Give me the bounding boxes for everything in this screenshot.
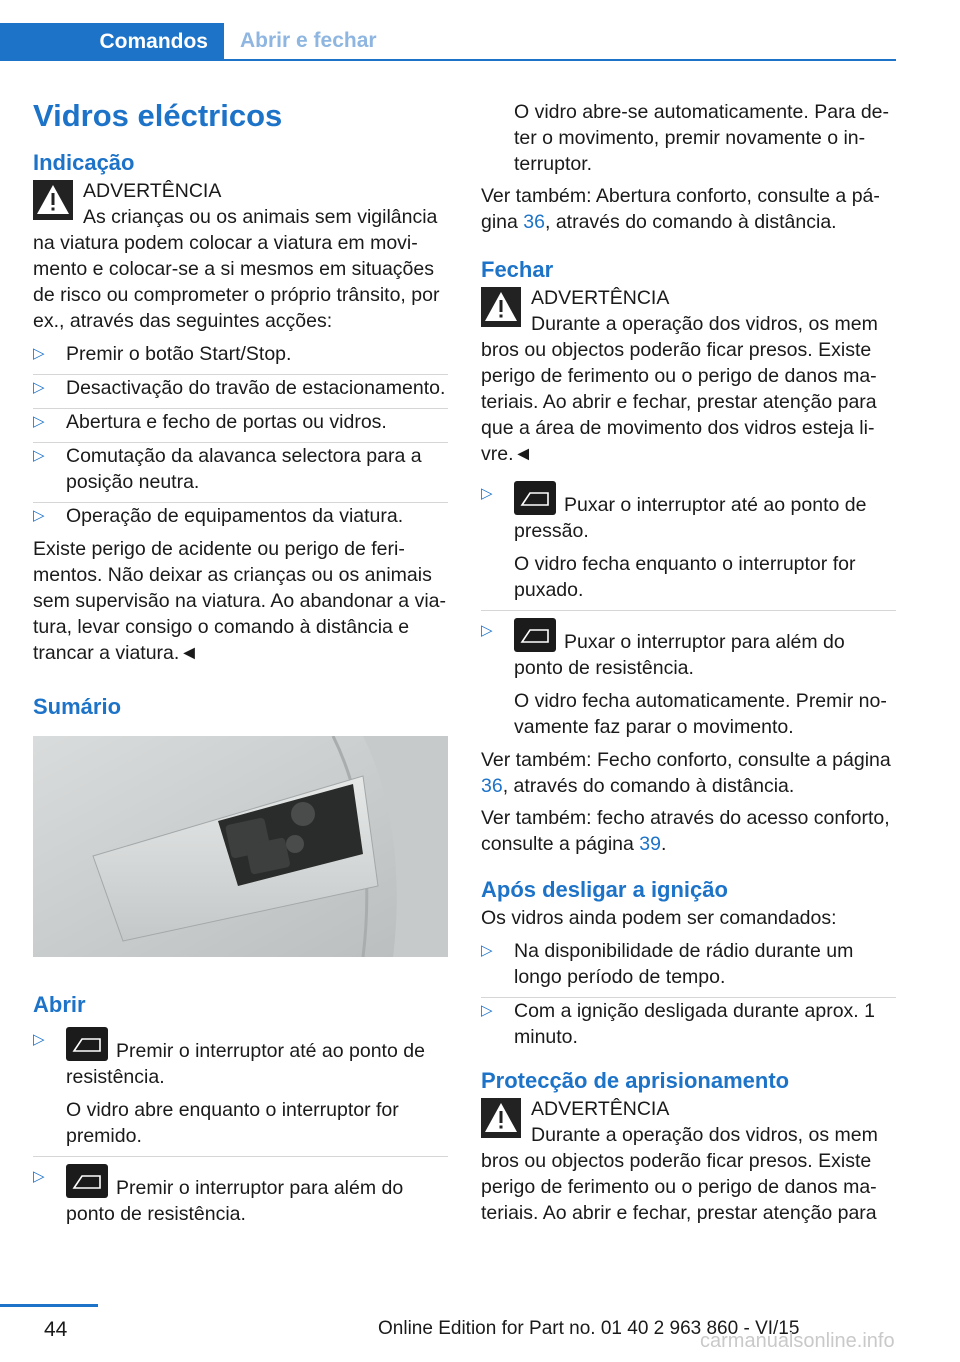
- list-item: ▷ Abertura e fecho de portas ou vidros.: [33, 408, 448, 435]
- section-heading-apos: Após desligar a ignição: [481, 877, 728, 902]
- bullet-triangle-icon: ▷: [481, 485, 493, 502]
- header-bar: [0, 0, 960, 62]
- page-link[interactable]: 39: [639, 833, 661, 855]
- right-column: [481, 99, 896, 1226]
- section-heading-fechar: Fechar: [481, 257, 554, 282]
- page-link[interactable]: 36: [481, 775, 503, 797]
- fechar-list: [481, 481, 896, 740]
- window-switch-icon: [514, 481, 556, 515]
- warning-block: [481, 1096, 896, 1226]
- tab-comandos[interactable]: Comandos: [0, 23, 224, 61]
- tab-abrir-e-fechar[interactable]: Abrir e fechar: [224, 23, 896, 61]
- window-switch-icon: [66, 1164, 108, 1198]
- apos-list: [481, 938, 896, 1050]
- list-item: ▷ Premir o interruptor até ao ponto de resistência. O vidro abre enquanto o interruptor for premido.: [33, 1027, 448, 1149]
- warning-title: ADVERTÊNCIA: [83, 180, 222, 202]
- list-item: ▷ Operação de equipamentos da viatura.: [33, 502, 448, 529]
- bullet-triangle-icon: ▷: [33, 1031, 45, 1048]
- window-switch-icon: [514, 618, 556, 652]
- left-column: [33, 96, 448, 1234]
- warning-first-line: Durante a operação dos vidros, os mem: [531, 313, 878, 335]
- warning-closing: Existe perigo de acidente ou perigo de ferimentos. Não deixar as crianças ou os animais sem supervisão na viatura. Ao abandonar a viatura, levar consigo o comando à distância e trancar a viatura.◄: [33, 538, 447, 664]
- list-item: ▷ Premir o botão Start/Stop.: [33, 343, 292, 365]
- see-also-comfort-access: Ver também: fecho através do acesso conforto, consulte a página 39.: [481, 807, 890, 855]
- warning-icon: [481, 287, 521, 327]
- warning-first-line: As crianças ou os animais sem vigilância: [83, 206, 438, 228]
- footer-rule: [0, 1304, 98, 1307]
- bullet-triangle-icon: ▷: [33, 1168, 45, 1185]
- warning-first-line: Durante a operação dos vidros, os mem: [531, 1124, 878, 1146]
- page-link[interactable]: 36: [523, 211, 545, 233]
- section-heading-indicacao: Indicação: [33, 150, 135, 175]
- page-title: Vidros eléctricos: [33, 98, 283, 133]
- see-also-comfort-open: Ver também: Abertura conforto, consulte a página 36, através do comando à distância.: [481, 185, 880, 233]
- warning-title: ADVERTÊNCIA: [531, 287, 670, 309]
- bullet-triangle-icon: ▷: [481, 942, 493, 959]
- warning-title: ADVERTÊNCIA: [531, 1098, 670, 1120]
- warning-icon: [481, 1098, 521, 1138]
- warning-block: [33, 178, 448, 334]
- bullet-triangle-icon: ▷: [481, 622, 493, 639]
- section-heading-abrir: Abrir: [33, 992, 86, 1017]
- list-item: ▷ Com a ignição desligada durante aprox. 1 minuto.: [481, 997, 896, 1050]
- warning-block: [481, 285, 896, 467]
- list-item: ▷ Na disponibilidade de rádio durante um longo período de tempo.: [481, 940, 854, 988]
- abrir-continued: O vidro abre-se automaticamente. Para deter o movimento, premir novamente o interruptor.: [514, 101, 890, 175]
- section-heading-proteccao: Protecção de aprisionamento: [481, 1068, 790, 1093]
- door-switch-photo: [33, 736, 448, 957]
- list-item: ▷ Comutação da alavanca selectora para a posição neutra.: [33, 442, 448, 495]
- list-item: ▷ Premir o interruptor para além do ponto de resistência.: [33, 1156, 448, 1227]
- bullet-triangle-icon: ▷: [481, 1002, 493, 1019]
- window-switch-icon: [66, 1027, 108, 1061]
- list-item: ▷ Desactivação do travão de estacionamento.: [33, 374, 448, 401]
- list-item: ▷ Puxar o interruptor até ao ponto de pressão. O vidro fecha enquanto o interruptor for puxado.: [481, 481, 896, 603]
- bullet-triangle-icon: ▷: [33, 507, 45, 524]
- bullet-triangle-icon: ▷: [33, 345, 45, 362]
- watermark: carmanualsonline.info: [700, 1330, 895, 1352]
- bullet-triangle-icon: ▷: [33, 413, 45, 430]
- warning-text: bros ou objectos poderão ficar presos. Existe perigo de ferimento ou o perigo de danos materiais. Ao abrir e fechar, prestar atenção para: [481, 1150, 877, 1224]
- list-item: ▷ Puxar o interruptor para além do ponto de resistência. O vidro fecha automaticamente. Premir novamente faz parar o movimento.: [481, 610, 896, 740]
- warning-text: na viatura podem colocar a viatura em movimento e colocar-se a si mesmos em situações de risco ou comprometer o próprio trânsito, por ex., através das seguintes acções:: [33, 232, 440, 332]
- bullet-triangle-icon: ▷: [33, 447, 45, 464]
- warning-list: [33, 341, 448, 529]
- abrir-list: [33, 1027, 448, 1227]
- edition-note: Online Edition for Part no. 01 40 2 963 860 - VI/15: [378, 1318, 800, 1339]
- warning-text: bros ou objectos poderão ficar presos. Existe perigo de ferimento ou o perigo de danos materiais. Ao abrir e fechar, prestar atenção para que a área de movimento dos vidros esteja livre.◄: [481, 339, 877, 465]
- bullet-triangle-icon: ▷: [33, 379, 45, 396]
- warning-icon: [33, 180, 73, 220]
- section-heading-sumario: Sumário: [33, 694, 122, 719]
- see-also-comfort-close: Ver também: Fecho conforto, consulte a página 36, através do comando à distância.: [481, 749, 891, 797]
- apos-intro: Os vidros ainda podem ser comandados:: [481, 907, 837, 929]
- page-number: 44: [44, 1318, 68, 1341]
